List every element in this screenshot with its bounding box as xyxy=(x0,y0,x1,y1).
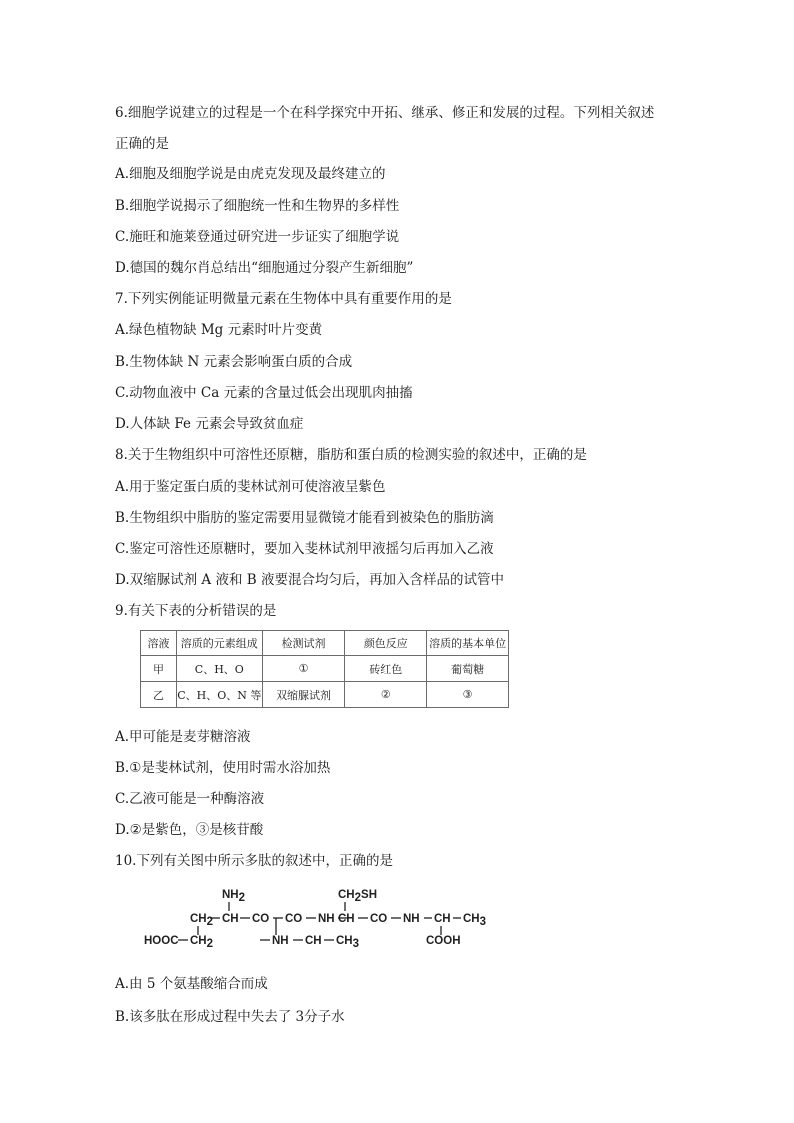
table-header-cell: 溶质的元素组成 xyxy=(176,631,262,656)
q8-option-d: D.双缩脲试剂 A 液和 B 液要混合均匀后，再加入含样品的试管中 xyxy=(115,572,504,588)
q9-option-c: C.乙液可能是一种酶溶液 xyxy=(115,791,265,807)
table-cell: C、H、O xyxy=(176,656,262,682)
table-cell: 葡萄糖 xyxy=(427,656,509,682)
table-header-cell: 溶质的基本单位 xyxy=(427,631,509,656)
q6-stem-line2: 正确的是 xyxy=(115,136,169,152)
struct-nh-a: NH xyxy=(272,935,289,947)
struct-cooh: COOH xyxy=(426,935,461,947)
struct-ch3-d: CH3 xyxy=(336,935,360,950)
table-cell: 双缩脲试剂 xyxy=(262,682,345,708)
struct-co-c: CO xyxy=(370,913,388,925)
table-cell: C、H、O、N 等 xyxy=(176,682,262,708)
q7-option-a: A.绿色植物缺 Mg 元素时叶片变黄 xyxy=(115,322,323,338)
q10-option-a: A.由 5 个氨基酸缩合而成 xyxy=(115,976,268,992)
struct-nh2: NH2 xyxy=(222,889,246,904)
q9-option-d: D.②是紫色，③是核苷酸 xyxy=(115,822,264,838)
struct-co-a: CO xyxy=(252,913,270,925)
struct-ch2-a: CH2 xyxy=(190,913,214,928)
q8-option-b: B.生物组织中脂肪的鉴定需要用显微镜才能看到被染色的脂肪滴 xyxy=(115,510,494,526)
struct-hooc: HOOC xyxy=(144,935,179,947)
q6-option-b: B.细胞学说揭示了细胞统一性和生物界的多样性 xyxy=(115,198,400,214)
struct-ch-b: CH xyxy=(338,913,355,925)
table-row xyxy=(141,656,509,682)
table-cell: ③ xyxy=(427,682,509,708)
q6-option-d: D.德国的魏尔肖总结出“细胞通过分裂产生新细胞” xyxy=(115,260,414,276)
table-header-cell: 检测试剂 xyxy=(262,631,345,656)
q7-option-b: B.生物体缺 N 元素会影响蛋白质的合成 xyxy=(115,354,353,370)
struct-ch-d: CH xyxy=(305,935,322,947)
q8-option-c: C.鉴定可溶性还原糖时，要加入斐林试剂甲液摇匀后再加入乙液 xyxy=(115,541,494,557)
table-header-cell: 颜色反应 xyxy=(345,631,427,656)
q9-table xyxy=(140,630,509,708)
q10-option-b: B.该多肽在形成过程中失去了 3分子水 xyxy=(115,1009,345,1025)
q8-option-a: A.用于鉴定蛋白质的斐林试剂可使溶液呈紫色 xyxy=(115,479,386,495)
q6-option-c: C.施旺和施莱登通过研究进一步证实了细胞学说 xyxy=(115,229,400,245)
table-header-row xyxy=(141,631,509,656)
table-cell: ② xyxy=(345,682,427,708)
q7-option-d: D.人体缺 Fe 元素会导致贫血症 xyxy=(115,416,304,432)
table-cell: 甲 xyxy=(141,656,177,682)
struct-ch3-c: CH3 xyxy=(463,913,487,928)
q8-stem: 8.关于生物组织中可溶性还原糖，脂肪和蛋白质的检测实验的叙述中，正确的是 xyxy=(115,447,587,463)
struct-nh-b: NH xyxy=(318,913,335,925)
table-cell: 乙 xyxy=(141,682,177,708)
q7-stem: 7.下列实例能证明微量元素在生物体中具有重要作用的是 xyxy=(115,291,452,307)
q6-option-a: A.细胞及细胞学说是由虎克发现及最终建立的 xyxy=(115,166,386,182)
table-row xyxy=(141,682,509,708)
struct-ch2-b: CH2 xyxy=(190,935,214,950)
table-cell: 砖红色 xyxy=(345,656,427,682)
q7-option-c: C.动物血液中 Ca 元素的含量过低会出现肌肉抽搐 xyxy=(115,385,413,401)
struct-ch-c: CH xyxy=(434,913,451,925)
q9-option-b: B.①是斐林试剂，使用时需水浴加热 xyxy=(115,760,331,776)
struct-co-b: CO xyxy=(285,913,303,925)
q10-stem: 10.下列有关图中所示多肽的叙述中，正确的是 xyxy=(115,853,393,869)
polypeptide-structure xyxy=(140,878,485,950)
table-cell: ① xyxy=(262,656,345,682)
q9-stem: 9.有关下表的分析错误的是 xyxy=(115,603,277,619)
struct-ch-a: CH xyxy=(222,913,239,925)
q9-option-a: A.甲可能是麦芽糖溶液 xyxy=(115,729,251,745)
q6-stem-line1: 6.细胞学说建立的过程是一个在科学探究中开拓、继承、修正和发展的过程。下列相关叙述 xyxy=(115,105,655,121)
table-header-cell: 溶液 xyxy=(141,631,177,656)
struct-ch2sh: CH2SH xyxy=(338,889,378,904)
struct-nh-c: NH xyxy=(403,913,420,925)
